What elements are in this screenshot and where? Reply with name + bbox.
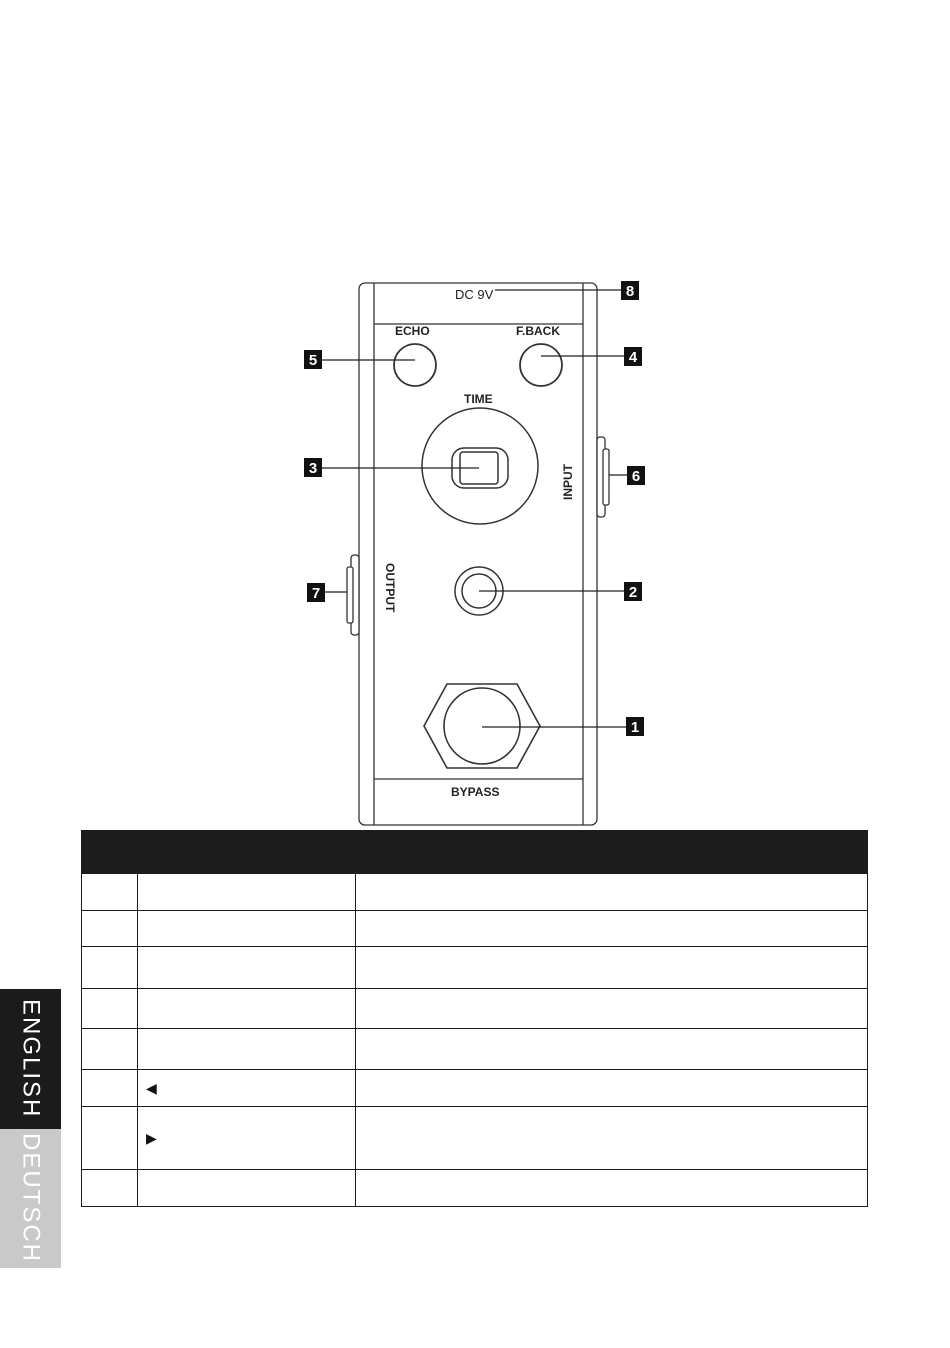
row-description: [356, 874, 868, 911]
callout-7: [307, 583, 325, 602]
row-number: [82, 911, 138, 947]
row-name: ◀: [138, 1070, 356, 1107]
callout-4: [624, 347, 642, 366]
language-tab-english[interactable]: [0, 989, 61, 1129]
table-header-cell: [138, 831, 356, 874]
svg-text:5: 5: [308, 352, 318, 369]
row-description: [356, 947, 868, 989]
row-description: [356, 911, 868, 947]
input-label: INPUT: [561, 464, 575, 500]
table-row: [82, 1170, 868, 1207]
echo-knob: [394, 344, 436, 386]
row-description: [356, 1170, 868, 1207]
svg-text:3: 3: [308, 460, 318, 477]
time-knob: [422, 408, 538, 524]
callout-3: [304, 458, 322, 477]
output-label: OUTPUT: [383, 563, 397, 613]
input-jack: [597, 437, 609, 517]
table-row: [82, 989, 868, 1029]
echo-label: ECHO: [395, 324, 430, 338]
callout-5: [304, 350, 322, 369]
row-description: [356, 1029, 868, 1070]
row-number: [82, 874, 138, 911]
row-description: [356, 989, 868, 1029]
bypass-footswitch: [424, 684, 540, 768]
row-name: [138, 1029, 356, 1070]
time-label: TIME: [464, 392, 493, 406]
row-name: ▶: [138, 1107, 356, 1170]
callout-8: [621, 281, 639, 300]
fback-label: F.BACK: [516, 324, 560, 338]
language-tab-label: DEUTSCH: [17, 1133, 45, 1264]
row-name: [138, 989, 356, 1029]
parts-table: [81, 830, 868, 1207]
row-number: [82, 947, 138, 989]
table-header-cell: [356, 831, 868, 874]
row-name: [138, 874, 356, 911]
table-row: [82, 874, 868, 911]
table-row: [82, 911, 868, 947]
fback-knob: [520, 344, 562, 386]
table-row: [82, 1107, 868, 1170]
svg-text:7: 7: [311, 585, 321, 602]
svg-text:1: 1: [630, 719, 640, 736]
table-row: [82, 1029, 868, 1070]
row-description: [356, 1070, 868, 1107]
row-number: [82, 989, 138, 1029]
bypass-label: BYPASS: [451, 785, 500, 799]
row-number: [82, 1170, 138, 1207]
output-jack: [347, 555, 359, 635]
callout-2: [624, 582, 642, 601]
row-name: [138, 911, 356, 947]
language-tab-label: ENGLISH: [17, 999, 45, 1119]
row-name: [138, 947, 356, 989]
row-number: [82, 1107, 138, 1170]
table-row: [82, 947, 868, 989]
row-number: [82, 1070, 138, 1107]
table-header-cell: [82, 831, 138, 874]
language-tab-deutsch[interactable]: [0, 1129, 61, 1268]
svg-text:2: 2: [628, 584, 638, 601]
svg-text:4: 4: [628, 349, 638, 366]
row-name: [138, 1170, 356, 1207]
callout-6: [627, 466, 645, 485]
callout-1: [626, 717, 644, 736]
row-description: [356, 1107, 868, 1170]
row-number: [82, 1029, 138, 1070]
svg-text:6: 6: [631, 468, 641, 485]
table-row: [82, 1070, 868, 1107]
dc-label: DC 9V: [455, 287, 494, 302]
svg-text:8: 8: [625, 283, 635, 300]
table-header-row: [82, 831, 868, 874]
